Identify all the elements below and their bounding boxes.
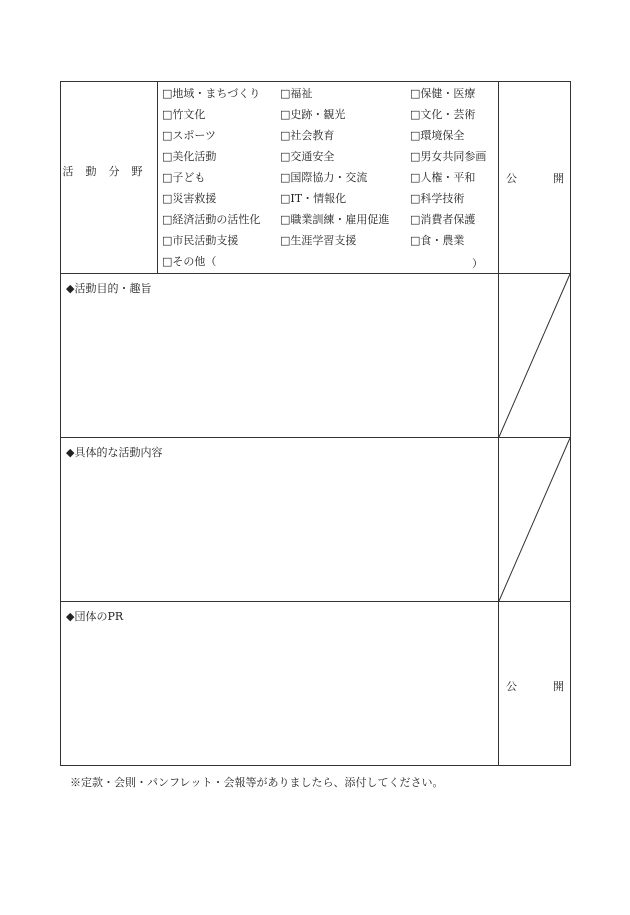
checkbox-option[interactable]: □IT・情報化 bbox=[280, 192, 347, 205]
border-top bbox=[60, 81, 571, 82]
pr-title: ◆団体のPR bbox=[66, 610, 124, 623]
checkbox-option[interactable]: □人権・平和 bbox=[410, 171, 476, 184]
row-divider-1 bbox=[60, 273, 571, 274]
disclosure-char-1: 公 bbox=[506, 680, 517, 693]
checkbox-option[interactable]: □生涯学習支援 bbox=[280, 234, 357, 247]
checkbox-option[interactable]: □美化活動 bbox=[162, 150, 217, 163]
content-title: ◆具体的な活動内容 bbox=[66, 446, 163, 459]
not-disclosed-slash-1 bbox=[499, 274, 570, 437]
border-right bbox=[570, 81, 571, 766]
checkbox-option[interactable]: □スポーツ bbox=[162, 129, 216, 142]
checkbox-option[interactable]: □地域・まちづくり bbox=[162, 87, 261, 100]
activity-field-label: 活動分野 bbox=[62, 165, 155, 178]
disclosure-public-2 bbox=[506, 678, 564, 694]
border-bottom bbox=[60, 765, 571, 766]
disclosure-char-2: 開 bbox=[553, 172, 564, 185]
checkbox-option[interactable]: □保健・医療 bbox=[410, 87, 476, 100]
checkbox-option-other[interactable]: □その他（ bbox=[162, 255, 217, 268]
label-divider bbox=[157, 81, 158, 274]
other-close-paren: ） bbox=[472, 257, 483, 270]
checkbox-option[interactable]: □交通安全 bbox=[280, 150, 335, 163]
checkbox-option[interactable]: □文化・芸術 bbox=[410, 108, 476, 121]
disclosure-public-1 bbox=[506, 170, 564, 186]
checkbox-option[interactable]: □市民活動支援 bbox=[162, 234, 239, 247]
checkbox-option[interactable]: □竹文化 bbox=[162, 108, 206, 121]
checkbox-option[interactable]: □食・農業 bbox=[410, 234, 465, 247]
purpose-textarea[interactable] bbox=[61, 295, 497, 436]
activity-form bbox=[60, 81, 571, 766]
checkbox-option[interactable]: □国際協力・交流 bbox=[280, 171, 368, 184]
attachment-note: ※定款・会則・パンフレット・会報等がありましたら、添付してください。 bbox=[70, 776, 444, 789]
checkbox-option[interactable]: □史跡・観光 bbox=[280, 108, 346, 121]
checkbox-option[interactable]: □職業訓練・雇用促進 bbox=[280, 213, 390, 226]
checkbox-option[interactable]: □科学技術 bbox=[410, 192, 465, 205]
checkbox-option[interactable]: □経済活動の活性化 bbox=[162, 213, 261, 226]
row-divider-2 bbox=[60, 437, 571, 438]
checkbox-option[interactable]: □消費者保護 bbox=[410, 213, 476, 226]
row-divider-3 bbox=[60, 601, 571, 602]
checkbox-option[interactable]: □福祉 bbox=[280, 87, 313, 100]
checkbox-option[interactable]: □子ども bbox=[162, 171, 206, 184]
content-textarea[interactable] bbox=[61, 459, 497, 600]
checkbox-option[interactable]: □社会教育 bbox=[280, 129, 335, 142]
disclosure-char-1: 公 bbox=[506, 172, 517, 185]
purpose-title: ◆活動目的・趣旨 bbox=[66, 282, 152, 295]
disclosure-char-2: 開 bbox=[553, 680, 564, 693]
not-disclosed-slash-2 bbox=[499, 438, 570, 601]
checkbox-option[interactable]: □男女共同参画 bbox=[410, 150, 487, 163]
pr-textarea[interactable] bbox=[61, 623, 497, 764]
checkbox-option[interactable]: □環境保全 bbox=[410, 129, 465, 142]
checkbox-option[interactable]: □災害救援 bbox=[162, 192, 217, 205]
